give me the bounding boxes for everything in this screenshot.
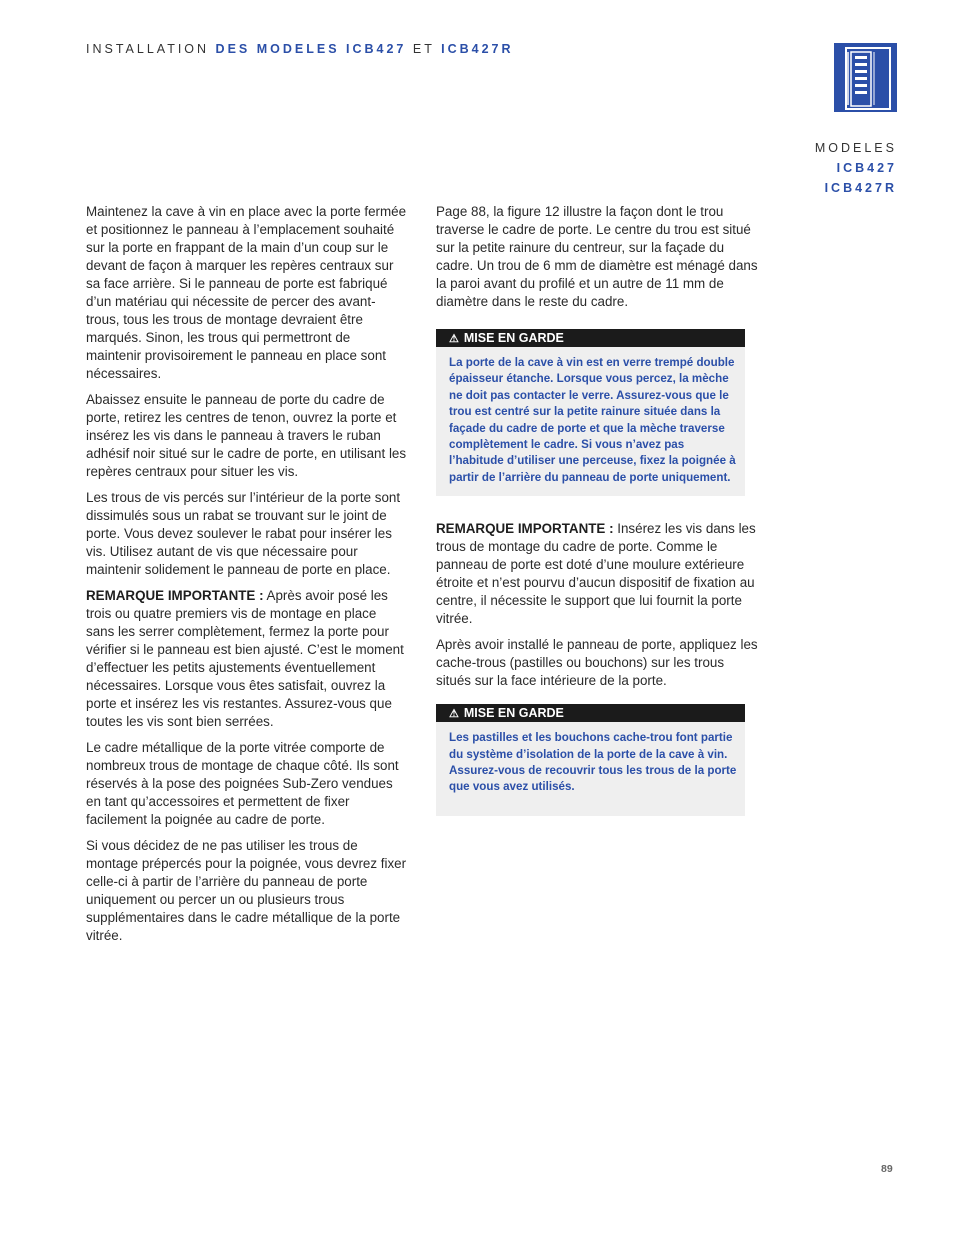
paragraph: Les trous de vis percés sur l’intérieur de la porte sont dissimulés sous un rabat se trouvant sur le joint de porte. Vous devez soulever le rabat pour insérer les vis. Utilisez autant de vis que nécessaire pour maintenir solidement le panneau de porte en place. [86, 490, 401, 577]
warning-box [436, 704, 745, 816]
running-header [86, 42, 514, 56]
paragraph: Si vous décidez de ne pas utiliser les trous de montage prépercés pour la poignée, vous devrez fixer celle-ci à partir de l’arrière du panneau de porte uniquement ou percer un ou plusieurs trous supplémentaires dans le cadre métallique de la porte vitrée. [86, 838, 407, 943]
header-model2: ICB427R [441, 42, 514, 56]
models-label: MODELES [814, 141, 897, 155]
paragraph: Maintenez la cave à vin en place avec la porte fermée et positionnez le panneau à l’emplacement souhaité sur la porte en frappant de la main d’un coup sur le devant de façon à marquer les repères centraux sur sa face arrière. Si le panneau de porte est fabriqué d’un matériau qui nécessite de percer des avant-trous, tous les trous de montage devraient être marqués. Sinon, les trous qui permettront de maintenir provisoirement le panneau en place sont nécessaires. [86, 204, 407, 381]
left-column [86, 203, 408, 953]
paragraph-important-note [86, 587, 408, 731]
warning-triangle-icon: ⚠ [449, 708, 459, 721]
models-block [815, 138, 897, 198]
paragraph: Abaissez ensuite le panneau de porte du cadre de porte, retirez les centres de tenon, ouvrez la porte et insérez les vis dans le panneau à travers le ruban adhésif noir situé sur le cadre de porte, en utilisant les repères centraux pour situer les vis. [86, 392, 407, 479]
wine-cooler-icon [834, 43, 897, 112]
warning-text: Les pastilles et les bouchons cache-trou font partie du système d’isolation de la porte de la cave à vin. Assurez-vous de recouvrir tous les trous de la porte que vous avez utilisés. [449, 731, 737, 794]
header-prefix: INSTALLATION [86, 42, 210, 56]
warning-header [436, 329, 745, 347]
paragraph: Page 88, la figure 12 illustre la façon dont le trou traverse le cadre de porte. Le centre du trou est situé sur la petite rainure du centreur, sur la façade du cadre. Un trou de 6 mm de diamètre est ménagé dans la paroi avant du profilé et un autre de 11 mm de diamètre dans le reste du cadre. [436, 204, 758, 309]
warning-title: MISE EN GARDE [463, 331, 564, 345]
page-number: 89 [881, 1163, 893, 1175]
paragraph: Le cadre métallique de la porte vitrée comporte de nombreux trous de montage de chaque côté. Ils sont réservés à la pose des poignées Sub-Zero vendues en tant qu’accessoires et permettent de fixer facilement la poignée au cadre de porte. [86, 740, 399, 827]
paragraph-important-note [436, 520, 758, 628]
warning-text: La porte de la cave à vin est en verre trempé double épaisseur étanche. Lorsque vous percez, la mèche ne doit pas contacter le verre. Assurez-vous que le trou est centré sur la petite rainure située dans la façade du cadre de porte et que la mèche traverse complètement le cadre. Si vous n’avez pas l’habitude d’utiliser une perceuse, fixez la poignée à partir de l’arrière du panneau de porte uniquement. [449, 356, 736, 484]
header-models: DES MODELES ICB427 [215, 42, 407, 56]
important-note-label: REMARQUE IMPORTANTE : [436, 521, 614, 537]
warning-box [436, 329, 745, 496]
warning-header [436, 704, 745, 722]
header-et: ET [412, 42, 435, 56]
model-icb427r: ICB427R [824, 181, 897, 195]
important-note-text: Insérez les vis dans les trous de montage du cadre de porte. Comme le panneau de porte est doté d’une moulure extérieure étroite et n’est pourvu d’aucun dispositif de fixation au centre, il nécessite le support que lui fournit la porte vitrée. [436, 521, 756, 627]
warning-triangle-icon: ⚠ [449, 333, 459, 345]
model-icb427: ICB427 [836, 161, 897, 175]
paragraph: Après avoir installé le panneau de porte, appliquez les cache-trous (pastilles ou bouchons) sur les trous situés sur la face intérieure de la porte. [436, 637, 758, 689]
important-note-text: Après avoir posé les trois ou quatre premiers vis de montage en place sans les serrer complètement, fermez la porte pour vérifier si le panneau est bien ajusté. C’est le moment d’effectuer les petits ajustements éventuellement nécessaires. Lorsque vous êtes satisfait, ouvrez la porte et insérez les vis restantes. Assurez-vous que toutes les vis sont bien serrées. [86, 588, 404, 729]
warning-title: MISE EN GARDE [463, 706, 564, 721]
right-column [436, 203, 758, 816]
important-note-label: REMARQUE IMPORTANTE : [86, 588, 264, 603]
